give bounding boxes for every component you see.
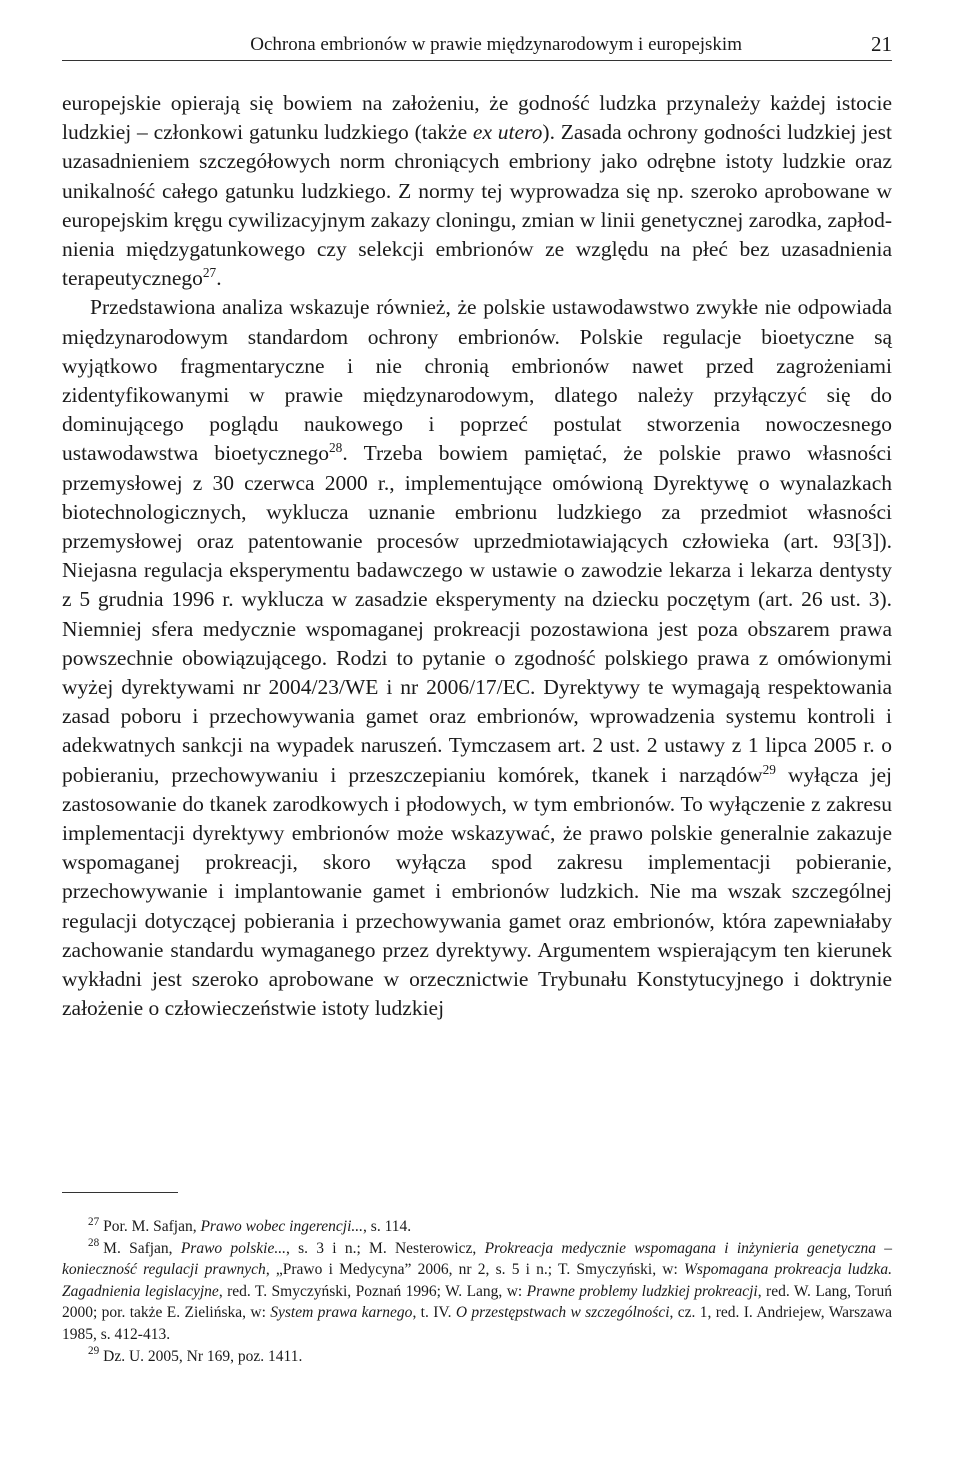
text-run: Por. M. Safjan, <box>103 1218 201 1235</box>
text-run: , s. 3 i n.; M. Nesterowicz, <box>285 1239 485 1257</box>
italic-run: Prawo wobec ingerencji... <box>200 1218 364 1235</box>
book-page <box>62 0 892 1460</box>
italic-run: ex utero <box>472 120 543 145</box>
footnote-29 <box>62 1346 892 1368</box>
text-run: wyłącza jej zastosowanie do tkanek zarodkowych i płodowych, w tym embrionów. To wyłączenie z zakresu implementacji dyrektywy embrionów może wskazywać, że prawo polskie generalnie zakazuje wspomaganej prokreacji, skoro wyłącza spod zakresu implementacji pobieranie, przechowywanie i implantowanie gamet i embrionów ludzkich. Nie ma wszak szczególnej regulacji dotyczącej pobierania i przechowywania gamet oraz embrionów, która zapewniałaby zachowanie standardu wymaganego przez dyrektywy. Argumentem wspierającym ten kierunek wykładni jest szeroko aprobowane w orzecznictwie Trybunału Konstytucyjnego i doktrynie założenie o człowieczeństwie istoty ludzkiej <box>62 762 892 1021</box>
text-run: . Trzeba bowiem pamiętać, że polskie prawo własności przemysłowej z 30 czerwca 2000 r., implementujące omówioną Dyrektywę o wynalazkach biotechnologicznych, wyklucza uznanie embrionu ludzkiego za przedmiot własności przemysłowej oraz patentowanie procesów uprzedmiotawiających człowieka (art. 93[3]). Niejasna regulacja eksperymentu badawczego w ustawie o zawodzie lekarza i lekarza dentysty z 5 grudnia 1996 r. wyklucza w zasadzie eksperymenty na dziecku poczętym (art. 26 ust. 3). Niemniej sfera medycznie wspomaganej prokreacji pozostawiona jest poza obszarem prawa powszechnie obowiązującego. Rodzi to pytanie o zgodność polskiego prawa z omówionymi wyżej dyrektywami nr 2004/23/WE i nr 2006/17/EC. Dyrektywy te wymagają respektowania zasad poboru i przechowywania gamet oraz embrionów, wprowadzenia systemu kontroli i adekwatnych sankcji na wypadek naruszeń. Tymczasem art. 2 ust. 2 ustawy z 1 lipca 2005 r. o pobieraniu, przechowywaniu i przeszczepianiu komórek, tkanek i narządów <box>62 441 892 787</box>
text-run: ). Zasada ochrony godności ludzkiej jest uzasadnieniem szczegółowych norm chroniących embriony jako odrębne istoty ludzkie oraz unikalność całego gatunku ludzkiego. Z normy tej wyprowadza się np. szeroko aprobowane w europejskim kręgu cywilizacyjnym zakazy cloningu, zmian w linii genetycznej zarodka, zapłodnienia międzygatunkowego czy selekcji embrionów ze względu na płeć bez uzasadnienia terapeutycznego <box>62 120 893 291</box>
text-run: Dz. U. 2005, Nr 169, poz. 1411. <box>103 1347 303 1365</box>
text-run: , t. IV. <box>412 1304 456 1322</box>
italic-run: Prokreacja medycznie wspomagana i inżynieria genetyczna – konieczność regulacji prawnych <box>62 1239 892 1279</box>
italic-run: System prawa karnego <box>270 1304 413 1322</box>
body-text <box>62 89 892 1024</box>
text-run: Przedstawiona analiza wskazuje również, że polskie ustawodawstwo zwykłe nie odpowiada międzynarodowym standardom ochrony embrionów. Polskie regulacje bioetyczne są wyjątkowo fragmentaryczne i nie chronią embrionów nawet przed zagrożeniami zidentyfikowanymi w prawie międzynarodowym, dlatego należy przyłączyć się do dominującego poglądu naukowego i poprzeć postulat stworzenia nowoczesnego ustawodawstwa bioetycznego <box>62 295 892 466</box>
italic-run: Prawo polskie... <box>180 1239 286 1257</box>
running-head <box>62 30 892 61</box>
paragraph <box>62 293 892 1023</box>
text-run: , „Prawo i Medycyna” 2006, nr 2, s. 5 i n.; T. Smyczyński, w: <box>265 1261 684 1279</box>
footnote-number: 28 <box>88 1237 100 1250</box>
text-run: , s. 114. <box>363 1218 412 1235</box>
italic-run: O przestępstwach w szczególności <box>455 1304 670 1322</box>
running-title: Ochrona embrionów w prawie międzynarodowym i europejskim <box>250 34 742 55</box>
text-run: , red. W. Lang, Toruń 2000; por. także E. Zielińska, w: <box>62 1282 892 1322</box>
text-run: M. Safjan, <box>103 1239 181 1257</box>
footnote-ref-29: 29 <box>762 761 776 777</box>
text-run: , red. T. Smyczyński, Poznań 1996; W. Lang, w: <box>218 1282 527 1300</box>
text-run: , cz. 1, red. I. Andriejew, Warszawa 1985, s. 412-413. <box>62 1304 892 1343</box>
footnote-ref-28: 28 <box>329 440 343 456</box>
footnote-number: 29 <box>88 1345 100 1358</box>
text-run: europejskie opierają się bowiem na założeniu, że godność ludzka przynależy każdej istocie ludzkiej – członkowi gatunku ludzkiego (także <box>62 91 892 145</box>
footnote-number: 27 <box>88 1215 100 1228</box>
footnote-27 <box>62 1216 892 1238</box>
paragraph <box>62 89 892 293</box>
italic-run: Prawne problemy ludzkiej prokreacji <box>526 1282 758 1300</box>
footnote-ref-27: 27 <box>202 265 217 281</box>
footnote-28 <box>62 1238 892 1346</box>
text-run: . <box>216 266 222 291</box>
footnotes <box>62 1216 892 1367</box>
footnote-separator <box>62 1192 178 1193</box>
page-number: 21 <box>871 32 892 56</box>
italic-run: Wspomagana prokreacja ludzka. Zagadnienia legislacyjne <box>62 1261 892 1300</box>
